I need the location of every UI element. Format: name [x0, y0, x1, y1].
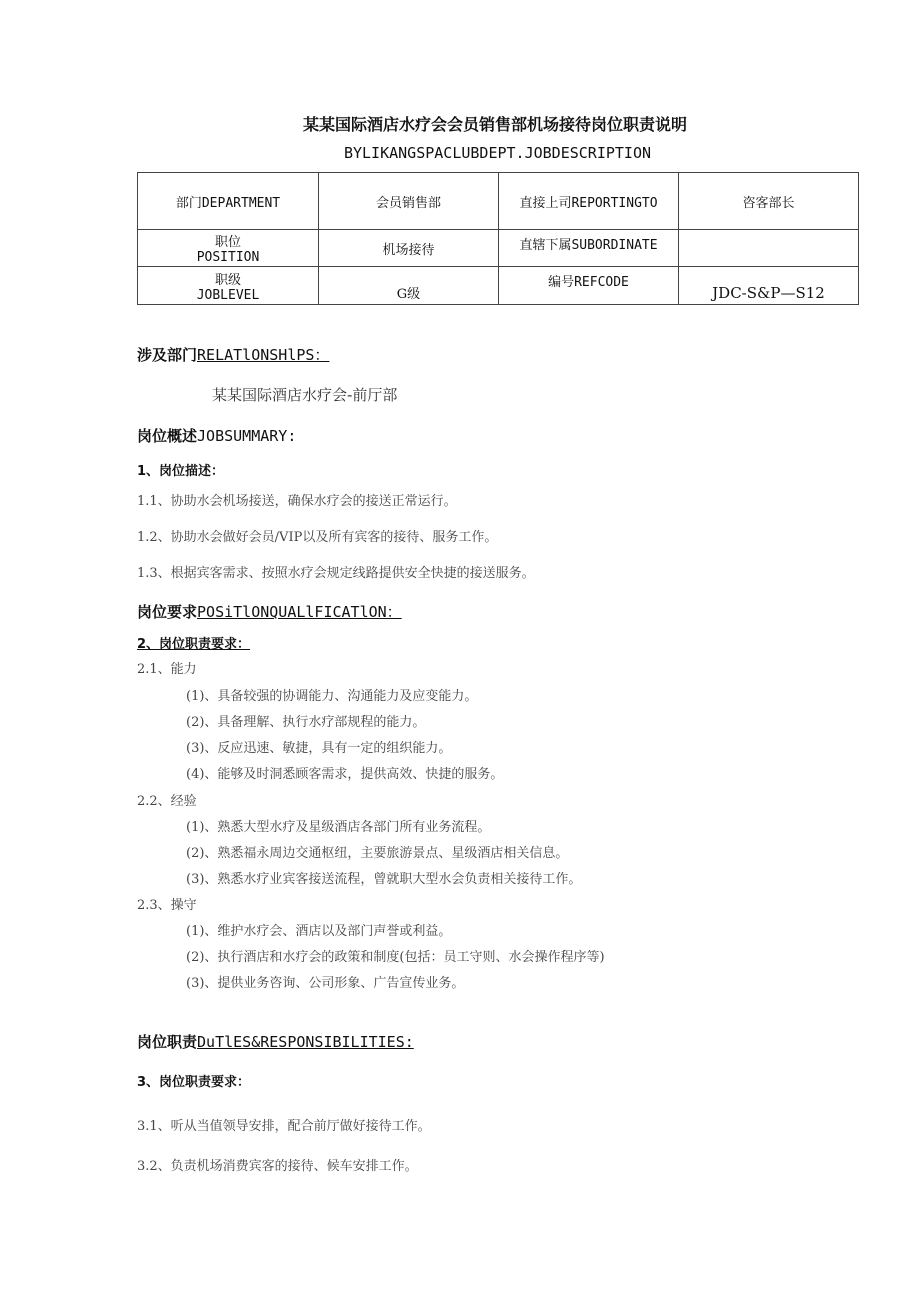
duties-heading	[137, 1031, 414, 1052]
document-title: 某某国际酒店水疗会会员销售部机场接待岗位职责说明	[302, 115, 687, 134]
summary-item: 1.2、协助水会做好会员/VIP以及所有宾客的接待、服务工作。	[137, 530, 498, 545]
summary-item: 1.3、根据宾客需求、按照水疗会规定线路提供安全快捷的接送服务。	[137, 566, 535, 581]
reporting-to-value: 咨客部长	[679, 173, 859, 230]
summary-heading	[137, 425, 296, 446]
duties-heading-en: DuTlES&RESPONSIBILITIES:	[197, 1033, 414, 1051]
group-label: 2.2、经验	[137, 794, 197, 809]
job-info-table	[137, 172, 859, 305]
subordinate-label: 直辖下属SUBORDINATE	[499, 230, 679, 267]
refcode-label: 编号REFCODE	[499, 267, 679, 305]
relationships-heading	[137, 344, 329, 365]
job-level-label-cn: 职级	[214, 272, 241, 288]
position-label	[138, 230, 319, 267]
qualification-subtitle: 2、岗位职责要求：	[137, 637, 251, 652]
position-value: 机场接待	[319, 230, 499, 267]
summary-item: 1.1、协助水会机场接送，确保水疗会的接送正常运行。	[137, 494, 457, 509]
relationships-value: 某某国际酒店水疗会-前厅部	[212, 386, 398, 404]
job-level-label	[138, 267, 319, 305]
relationships-heading-en: RELATlONSHlPS：	[197, 346, 330, 364]
qualification-item: (1)、熟悉大型水疗及星级酒店各部门所有业务流程。	[186, 820, 491, 835]
relationships-heading-cn: 涉及部门	[137, 346, 198, 364]
summary-heading-en: JOBSUMMARY:	[197, 427, 297, 445]
summary-heading-cn: 岗位概述	[137, 427, 198, 445]
qualification-heading	[137, 601, 402, 622]
refcode-value: JDC-S&P—S12	[679, 267, 859, 305]
position-label-en: POSITION	[196, 250, 260, 265]
duty-item: 3.1、听从当值领导安排，配合前厅做好接待工作。	[137, 1119, 431, 1134]
group-label: 2.1、能力	[137, 662, 197, 677]
document-subtitle: BYLIKANGSPACLUBDEPT.JOBDESCRIPTION	[343, 144, 652, 162]
qualification-item: (3)、提供业务咨询、公司形象、广告宣传业务。	[186, 976, 465, 991]
subordinate-value	[679, 230, 859, 267]
qualification-item: (2)、具备理解、执行水疗部规程的能力。	[186, 715, 426, 730]
qualification-item: (2)、熟悉福永周边交通枢纽，主要旅游景点、星级酒店相关信息。	[186, 846, 569, 861]
reporting-to-label: 直接上司REPORTINGTO	[499, 173, 679, 230]
group-label: 2.3、操守	[137, 898, 197, 913]
job-level-label-en: JOBLEVEL	[196, 287, 260, 303]
department-value: 会员销售部	[319, 173, 499, 230]
duties-subtitle: 3、岗位职责要求：	[137, 1075, 251, 1090]
summary-subtitle: 1、岗位描述：	[137, 464, 225, 479]
job-level-value: G级	[319, 267, 499, 305]
department-label: 部门DEPARTMENT	[138, 173, 319, 230]
qualification-heading-en: POSiTlONQUALlFICATlON：	[197, 603, 402, 621]
qualification-item: (1)、具备较强的协调能力、沟通能力及应变能力。	[186, 689, 478, 704]
qualification-item: (3)、反应迅速、敏捷，具有一定的组织能力。	[186, 741, 452, 756]
position-label-cn: 职位	[214, 235, 241, 250]
duties-heading-cn: 岗位职责	[137, 1033, 198, 1051]
duty-item: 3.2、负责机场消费宾客的接待、候车安排工作。	[137, 1159, 418, 1174]
qualification-item: (3)、熟悉水疗业宾客接送流程，曾就职大型水会负责相关接待工作。	[186, 872, 582, 887]
qualification-heading-cn: 岗位要求	[137, 603, 198, 621]
qualification-item: (2)、执行酒店和水疗会的政策和制度(包括：员工守则、水会操作程序等)	[186, 950, 605, 965]
qualification-item: (4)、能够及时洞悉顾客需求，提供高效、快捷的服务。	[186, 767, 504, 782]
qualification-item: (1)、维护水疗会、酒店以及部门声誉或利益。	[186, 924, 452, 939]
